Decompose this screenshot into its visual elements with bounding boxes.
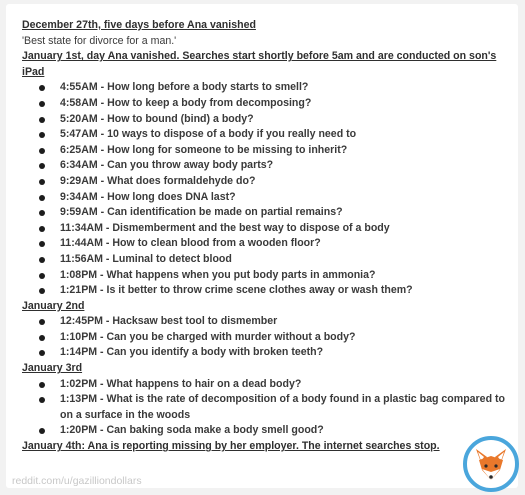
search-item: 11:34AM - Dismemberment and the best way to dispose of a body	[22, 221, 508, 237]
search-item: 1:13PM - What is the rate of decomposition of a body found in a plastic bag compared to on a surface in the woods	[22, 392, 508, 423]
search-item: 1:14PM - Can you identify a body with broken teeth?	[22, 345, 508, 361]
section-heading: December 27th, five days before Ana vanished	[22, 19, 256, 31]
section-jan-2	[22, 299, 508, 361]
search-list	[22, 80, 508, 298]
search-item: 4:55AM - How long before a body starts to smell?	[22, 80, 508, 96]
search-item: 4:58AM - How to keep a body from decomposing?	[22, 96, 508, 112]
section-note: 'Best state for divorce for a man.'	[22, 34, 177, 47]
search-item: 12:45PM - Hacksaw best tool to dismember	[22, 314, 508, 330]
watermark-text: reddit.com/u/gazilliondollars	[12, 475, 142, 487]
fox-icon	[463, 436, 519, 492]
section-heading: January 3rd	[22, 362, 83, 375]
search-item: 5:20AM - How to bound (bind) a body?	[22, 112, 508, 128]
search-item: 1:10PM - Can you be charged with murder without a body?	[22, 330, 508, 346]
search-item: 9:34AM - How long does DNA last?	[22, 190, 508, 206]
search-item: 5:47AM - 10 ways to dispose of a body if you really need to	[22, 127, 508, 143]
search-list	[22, 377, 508, 439]
search-item: 1:08PM - What happens when you put body parts in ammonia?	[22, 268, 508, 284]
section-heading: January 2nd	[22, 299, 85, 312]
search-history-document	[22, 18, 508, 455]
section-jan-3	[22, 361, 508, 439]
section-jan-1	[22, 49, 508, 299]
search-item: 11:56AM - Luminal to detect blood	[22, 252, 508, 268]
search-item: 1:20PM - Can baking soda make a body smell good?	[22, 423, 508, 439]
section-dec-27	[22, 18, 508, 49]
search-item: 9:29AM - What does formaldehyde do?	[22, 174, 508, 190]
search-list	[22, 314, 508, 361]
search-item: 6:34AM - Can you throw away body parts?	[22, 158, 508, 174]
search-item: 11:44AM - How to clean blood from a wooden floor?	[22, 236, 508, 252]
search-item: 9:59AM - Can identification be made on partial remains?	[22, 205, 508, 221]
search-item: 1:21PM - Is it better to throw crime scene clothes away or wash them?	[22, 283, 508, 299]
search-item: 1:02PM - What happens to hair on a dead body?	[22, 377, 508, 393]
section-jan-4	[22, 439, 508, 455]
document-page	[6, 4, 518, 488]
section-heading: January 1st, day Ana vanished. Searches start shortly before 5am and are conducted on son's iPad	[22, 50, 497, 78]
search-item: 6:25AM - How long for someone to be missing to inherit?	[22, 143, 508, 159]
section-heading: January 4th: Ana is reporting missing by her employer. The internet searches stop.	[22, 440, 440, 453]
